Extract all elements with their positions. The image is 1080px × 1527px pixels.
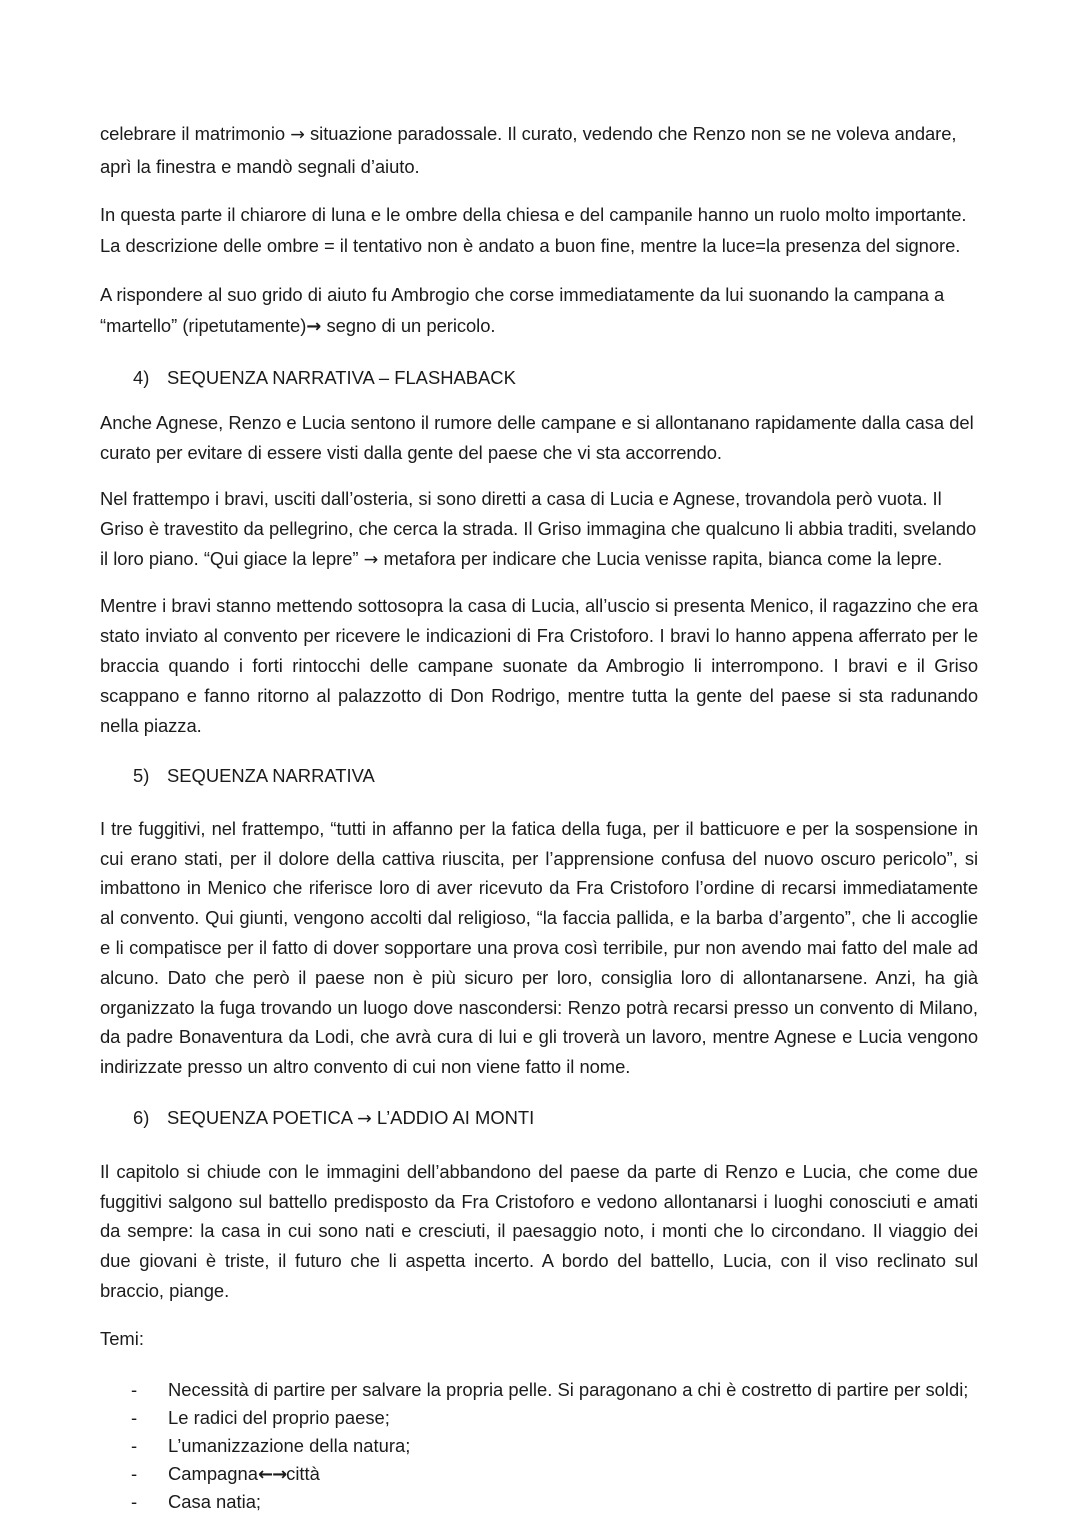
right-arrow-icon: → bbox=[306, 315, 322, 337]
heading-label: SEQUENZA NARRATIVA – FLASHABACK bbox=[167, 367, 516, 389]
heading-sequenza-narrativa-flashaback bbox=[100, 362, 978, 393]
left-arrow-icon: ← bbox=[257, 1464, 273, 1485]
heading-number: 4) bbox=[133, 367, 150, 389]
right-arrow-icon: → bbox=[363, 550, 379, 570]
paragraph-capitolo-si-chiude: Il capitolo si chiude con le immagini dell’abbandono del paese da parte di Renzo e Lucia, che come due fuggitivi salgono sul battello predisposto da Fra Cristoforo e vedono allontanarsi i luoghi conosciuti e amati da sempre: la casa in cui sono nati e cresciuti, il paesaggio noto, i monti che lo circondano. Il viaggio dei due giovani è triste, il futuro che li aspetta incerto. A bordo del battello, Lucia, con il viso reclinato sul braccio, piange. bbox=[100, 1160, 978, 1301]
paragraph-text-part: celebrare il matrimonio bbox=[100, 123, 291, 144]
paragraph-tre-fuggitivi: I tre fuggitivi, nel frattempo, “tutti in affanno per la fatica della fuga, per il batticuore e per la sospensione in cui erano stati, per il dolore della cattiva riuscita, per l’apprensione confusa del nuovo oscuro pericolo”, si imbattono in Menico che riferisce loro di aver ricevuto da Fra Cristoforo l’ordine di recarsi immediatamente al convento. Qui giunti, vengono accolti dal religioso, “la faccia pallida, e la barba d’argento”, che li accoglie e li compatisce per il fatto di dover sopportare una prova così terribile, pur non avendo mai fatto del male ad alcuno. Dato che però il paese non è più sicuro per loro, consiglia loro di allontanarsene. Anzi, ha già organizzato la fuga trovando un luogo dove nascondersi: Renzo potrà recarsi presso un convento di Milano, da padre Bonaventura da Lodi, che avrà cura di lui e gli troverà un lavoro, mentre Agnese e Lucia vengono indirizzate presso un altro convento di cui non viene fatto il nome. bbox=[100, 817, 978, 1078]
heading-label: SEQUENZA NARRATIVA bbox=[167, 765, 375, 787]
list-item-label: Le radici del proprio paese; bbox=[168, 1407, 390, 1429]
temi-label: Temi: bbox=[100, 1327, 144, 1349]
paragraph-celebrare-matrimonio bbox=[100, 118, 978, 182]
paragraph-text-part: A rispondere al suo grido di aiuto fu Ambrogio che corse immediatamente da lui suonando la campana a “martello” (ripetutamente) bbox=[100, 283, 945, 336]
right-arrow-icon: → bbox=[357, 1109, 372, 1129]
dash-marker-icon: - bbox=[131, 1435, 138, 1457]
heading-sequenza-narrativa bbox=[100, 760, 978, 791]
dash-marker-icon: - bbox=[131, 1463, 138, 1484]
list-item-label: Necessità di partire per salvare la propria pelle. Si paragonano a chi è costretto di partire per soldi; bbox=[168, 1379, 969, 1401]
paragraph-text-part: Nel frattempo i bravi, usciti dall’osteria, si sono diretti a casa di Lucia e Agnese, trovandola però vuota. Il Griso è travestito da pellegrino, che cerca la strada. Il Griso immagina che qualcuno li abbia traditi, svelando il loro piano. “Qui giace la lepre” bbox=[100, 488, 977, 569]
list-item-label bbox=[168, 1460, 978, 1488]
paragraph-ambrogio-campana bbox=[100, 279, 978, 343]
heading-text-part: L’ADDIO AI MONTI bbox=[371, 1107, 535, 1128]
paragraph-anche-agnese: Anche Agnese, Renzo e Lucia sentono il rumore delle campane e si allontanano rapidamente dalla casa del curato per evitare di essere visti dalla gente del paese che vi sta accorrendo. bbox=[100, 411, 974, 463]
heading-sequenza-poetica-addio-ai-monti bbox=[100, 1102, 978, 1135]
heading-number: 6) bbox=[133, 1107, 150, 1128]
list-item bbox=[131, 1460, 978, 1488]
dash-marker-icon: - bbox=[131, 1379, 138, 1401]
right-arrow-icon: → bbox=[290, 125, 305, 145]
list-item bbox=[131, 1488, 978, 1516]
list-item bbox=[131, 1376, 978, 1404]
paragraph-nel-frattempo-bravi bbox=[100, 484, 978, 574]
dash-marker-icon: - bbox=[131, 1491, 138, 1513]
paragraph-mentre-bravi-menico: Mentre i bravi stanno mettendo sottosopra la casa di Lucia, all’uscio si presenta Menico, il ragazzino che era stato inviato al convento per ricevere le indicazioni di Fra Cristoforo. I bravi lo hanno appena afferrato per le braccia quando i forti rintocchi delle campane suonate da Ambrogio li interrompono. I bravi e il Griso scappano e fanno ritorno al palazzotto di Don Rodrigo, mentre tutta la gente del paese si sta radunando nella piazza. bbox=[100, 595, 978, 736]
list-item bbox=[131, 1432, 978, 1460]
list-item-label: L’umanizzazione della natura; bbox=[168, 1435, 411, 1457]
heading-number: 5) bbox=[133, 765, 150, 787]
heading-label bbox=[167, 1102, 978, 1135]
paragraph-text-part: metafora per indicare che Lucia venisse rapita, bianca come la lepre. bbox=[378, 548, 943, 569]
document-body bbox=[100, 118, 978, 1516]
paragraph-chiarore-luna: In questa parte il chiarore di luna e le ombre della chiesa e del campanile hanno un ruolo molto importante. La descrizione delle ombre = il tentativo non è andato a buon fine, mentre la luce=la presenza del signore. bbox=[100, 204, 967, 257]
heading-text-part: SEQUENZA POETICA bbox=[167, 1107, 358, 1128]
list-item-text-part: città bbox=[286, 1463, 320, 1484]
list-item-text-part: Campagna bbox=[168, 1463, 258, 1484]
list-item-label: Casa natia; bbox=[168, 1491, 262, 1513]
right-arrow-icon: → bbox=[272, 1464, 287, 1485]
dash-marker-icon: - bbox=[131, 1407, 138, 1429]
paragraph-text-part: situazione paradossale. Il curato, vedendo che Renzo non se ne voleva andare, aprì la finestra e mandò segnali d’aiuto. bbox=[100, 123, 957, 177]
temi-list bbox=[100, 1376, 978, 1516]
paragraph-text-part: segno di un pericolo. bbox=[321, 314, 496, 336]
list-item bbox=[131, 1404, 978, 1432]
